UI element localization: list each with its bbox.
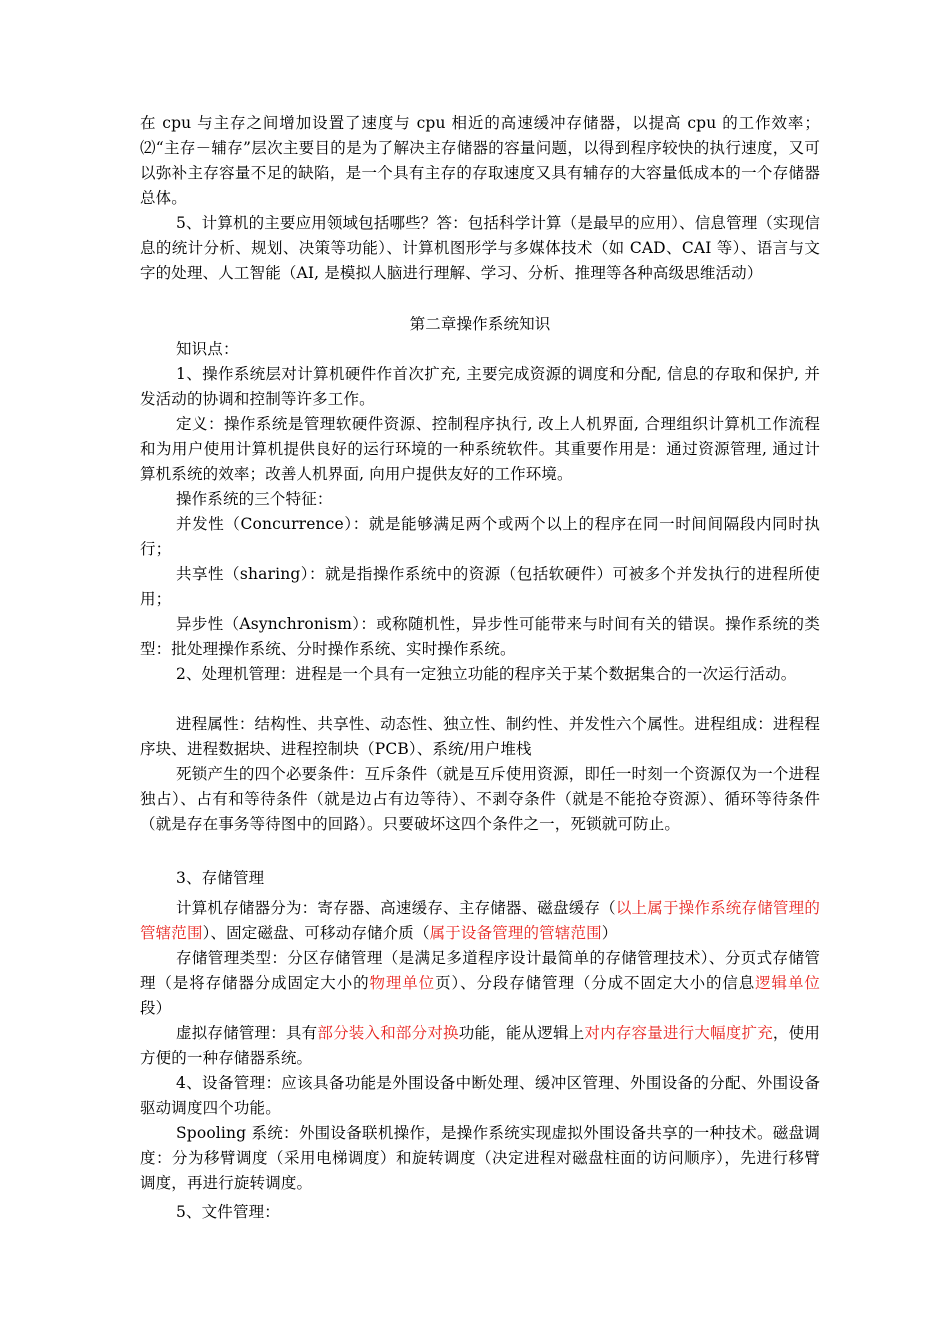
paragraph-text: 异步性（Asynchronism）：或称随机性，异步性可能带来与时间有关的错误。操作系统的类型：批处理操作系统、分时操作系统、实时操作系统。 <box>140 615 820 658</box>
paragraph-storage-types <box>140 946 820 1021</box>
paragraph-text: ）、固定磁盘、可移动存储介质（ <box>202 924 430 942</box>
highlight-text: 对内存容量进行大幅度扩充 <box>584 1024 773 1042</box>
paragraph-text: 定义：操作系统是管理软硬件资源、控制程序执行, 改上人机界面, 合理组织计算机工作流程和为用户使用计算机提供良好的运行环境的一种系统软件。其重要作用是：通过资源管理, 通过计算机系统的效率；改善人机界面, 向用户提供友好的工作环境。 <box>140 415 820 483</box>
paragraph-text: 4、设备管理：应该具备功能是外围设备中断处理、缓冲区管理、外围设备的分配、外围设备驱动调度四个功能。 <box>140 1074 820 1117</box>
paragraph-text: 计算机存储器分为：寄存器、高速缓存、主存储器、磁盘缓存（ <box>176 899 616 917</box>
paragraph-text: 1、操作系统层对计算机硬件作首次扩充, 主要完成资源的调度和分配, 信息的存取和保护, 并发活动的协调和控制等许多工作。 <box>140 365 820 408</box>
paragraph-process-attributes <box>140 712 820 762</box>
paragraph-text: ，使用方便的一种存储器系统。 <box>140 1024 820 1067</box>
chapter-title <box>140 312 820 337</box>
paragraph-text: 3、存储管理 <box>176 869 265 887</box>
paragraph-memory-hierarchy <box>140 896 820 946</box>
paragraph-virtual-memory <box>140 1021 820 1071</box>
paragraph-text: 知识点： <box>176 340 239 358</box>
paragraph-file-management-heading <box>140 1200 820 1225</box>
paragraph-cache-hierarchy <box>140 111 820 211</box>
highlight-text: 逻辑单位 <box>755 974 820 992</box>
paragraph-text: 死锁产生的四个必要条件：互斥条件（就是互斥使用资源，即任一时刻一个资源仅为一个进程独占）、占有和等待条件（就是边占有边等待）、不剥夺条件（就是不能抢夺资源）、循环等待条件（就是存在事务等待图中的回路）。只要破坏这四个条件之一，死锁就可防止。 <box>140 765 820 833</box>
paragraph-text: 2、处理机管理：进程是一个具有一定独立功能的程序关于某个数据集合的一次运行活动。 <box>176 665 797 683</box>
paragraph-text: 操作系统的三个特征： <box>176 490 333 508</box>
paragraph-text: 功能，能从逻辑上 <box>458 1024 585 1042</box>
paragraph-text: 存储管理类型：分区存储管理（是满足多道程序设计最简单的存储管理技术）、分页式存储管理（是将存储器分成固定大小的 <box>140 949 820 992</box>
paragraph-text: 段） <box>140 999 172 1017</box>
paragraph-spooling <box>140 1121 820 1196</box>
highlight-text: 物理单位 <box>369 974 436 992</box>
highlight-text: 属于设备管理的管辖范围 <box>429 924 602 942</box>
paragraph-deadlock-conditions <box>140 762 820 837</box>
paragraph-os-definition <box>140 412 820 487</box>
highlight-text: 以上属于操作系统存储管理的管辖范围 <box>140 899 820 942</box>
paragraph-text: 共享性（sharing）：就是指操作系统中的资源（包括软硬件）可被多个并发执行的进程所使用； <box>140 565 820 608</box>
paragraph-text: ） <box>601 924 618 942</box>
paragraph-text: 并发性（Concurrence）：就是能够满足两个或两个以上的程序在同一时间间隔段内同时执行； <box>140 515 820 558</box>
paragraph-text: Spooling 系统：外围设备联机操作，是操作系统实现虚拟外围设备共享的一种技术。磁盘调度：分为移臂调度（采用电梯调度）和旋转调度（决定进程对磁盘柱面的访问顺序），先进行移臂调度，再进行旋转调度。 <box>140 1124 820 1192</box>
paragraph-text: 在 cpu 与主存之间增加设置了速度与 cpu 相近的高速缓冲存储器，以提高 cpu 的工作效率；⑵“主存－辅存”层次主要目的是为了解决主存储器的容量问题，以得到程序较快的执行速度，又可以弥补主存容量不足的缺陷，是一个具有主存的存取速度又具有辅存的大容量低成本的一个存储器总体。 <box>140 114 820 207</box>
paragraph-applications-question <box>140 211 820 286</box>
chapter-title-text: 第二章操作系统知识 <box>409 315 551 333</box>
paragraph-text: 5、文件管理： <box>176 1203 280 1221</box>
paragraph-sharing <box>140 562 820 612</box>
paragraph-text: 虚拟存储管理：具有 <box>176 1024 318 1042</box>
paragraph-storage-heading <box>140 866 820 891</box>
paragraph-asynchronism <box>140 612 820 662</box>
paragraph-knowledge-points <box>140 337 820 362</box>
paragraph-processor-management <box>140 662 820 687</box>
paragraph-os-layer <box>140 362 820 412</box>
paragraph-text: 进程属性：结构性、共享性、动态性、独立性、制约性、并发性六个属性。进程组成：进程程序块、进程数据块、进程控制块（PCB）、系统/用户堆栈 <box>140 715 820 758</box>
paragraph-concurrence <box>140 512 820 562</box>
paragraph-os-features-heading <box>140 487 820 512</box>
paragraph-text: 5、计算机的主要应用领域包括哪些？答：包括科学计算（是最早的应用）、信息管理（实现信息的统计分析、规划、决策等功能）、计算机图形学与多媒体技术（如 CAD、CAI 等）、语言与文字的处理、人工智能（AI, 是模拟人脑进行理解、学习、分析、推理等各种高级思维活动） <box>140 214 820 282</box>
paragraph-device-management <box>140 1071 820 1121</box>
highlight-text: 部分装入和部分对换 <box>317 1024 459 1042</box>
paragraph-text: 页）、分段存储管理（分成不固定大小的信息 <box>435 974 756 992</box>
